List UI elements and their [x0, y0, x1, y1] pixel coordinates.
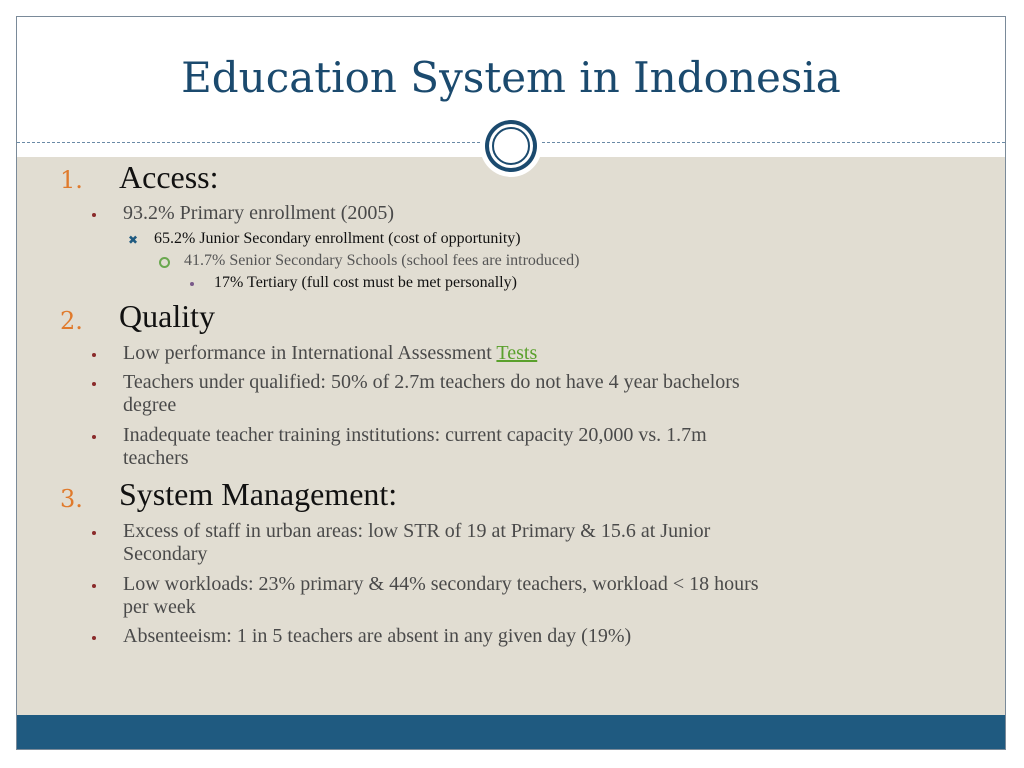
bullet-icon — [92, 353, 96, 357]
ring-bullet-icon — [159, 257, 170, 268]
slide-title: Education System in Indonesia — [181, 53, 841, 102]
list-item-line: per week — [123, 596, 196, 618]
list-item: 17% Tertiary (full cost must be met personally) — [214, 274, 517, 291]
section-heading-access: Access: — [119, 159, 219, 195]
list-item-line: Teachers under qualified: 50% of 2.7m teachers do not have 4 year bachelors — [123, 371, 740, 393]
bullet-icon — [92, 435, 96, 439]
bullet-icon — [92, 382, 96, 386]
bullet-icon — [92, 584, 96, 588]
list-item-line: Secondary — [123, 543, 208, 565]
dot-bullet-icon — [190, 282, 194, 286]
bullet-icon — [92, 531, 96, 535]
bullet-icon — [92, 213, 96, 217]
list-item — [123, 342, 537, 365]
tests-link[interactable]: Tests — [496, 342, 538, 364]
section-heading-system-management: System Management: — [119, 476, 398, 512]
footer-bar — [17, 715, 1005, 749]
section-number-3: 3. — [60, 485, 83, 513]
list-item: 41.7% Senior Secondary Schools (school fees are introduced) — [184, 252, 580, 269]
star-bullet-icon: ✖ — [128, 233, 139, 247]
section-number-2: 2. — [60, 307, 83, 335]
divider-circle-core — [492, 127, 530, 165]
section-number-1: 1. — [60, 166, 83, 194]
list-item-line: Inadequate teacher training institutions: current capacity 20,000 vs. 1.7m — [123, 424, 707, 446]
list-item-text: Low performance in International Assessment — [123, 342, 497, 364]
list-item: Absenteeism: 1 in 5 teachers are absent in any given day (19%) — [123, 625, 632, 647]
list-item-line: Low workloads: 23% primary & 44% secondary teachers, workload < 18 hours — [123, 573, 759, 595]
list-item — [123, 424, 707, 470]
list-item — [123, 520, 710, 566]
list-item — [123, 573, 759, 619]
bullet-icon — [92, 636, 96, 640]
list-item — [123, 371, 740, 417]
section-heading-quality: Quality — [119, 298, 215, 334]
list-item-line: degree — [123, 394, 177, 416]
list-item: 93.2% Primary enrollment (2005) — [123, 202, 395, 224]
list-item-line: teachers — [123, 447, 189, 469]
list-item-line: Excess of staff in urban areas: low STR of 19 at Primary & 15.6 at Junior — [123, 520, 711, 542]
list-item: 65.2% Junior Secondary enrollment (cost of opportunity) — [154, 230, 521, 247]
